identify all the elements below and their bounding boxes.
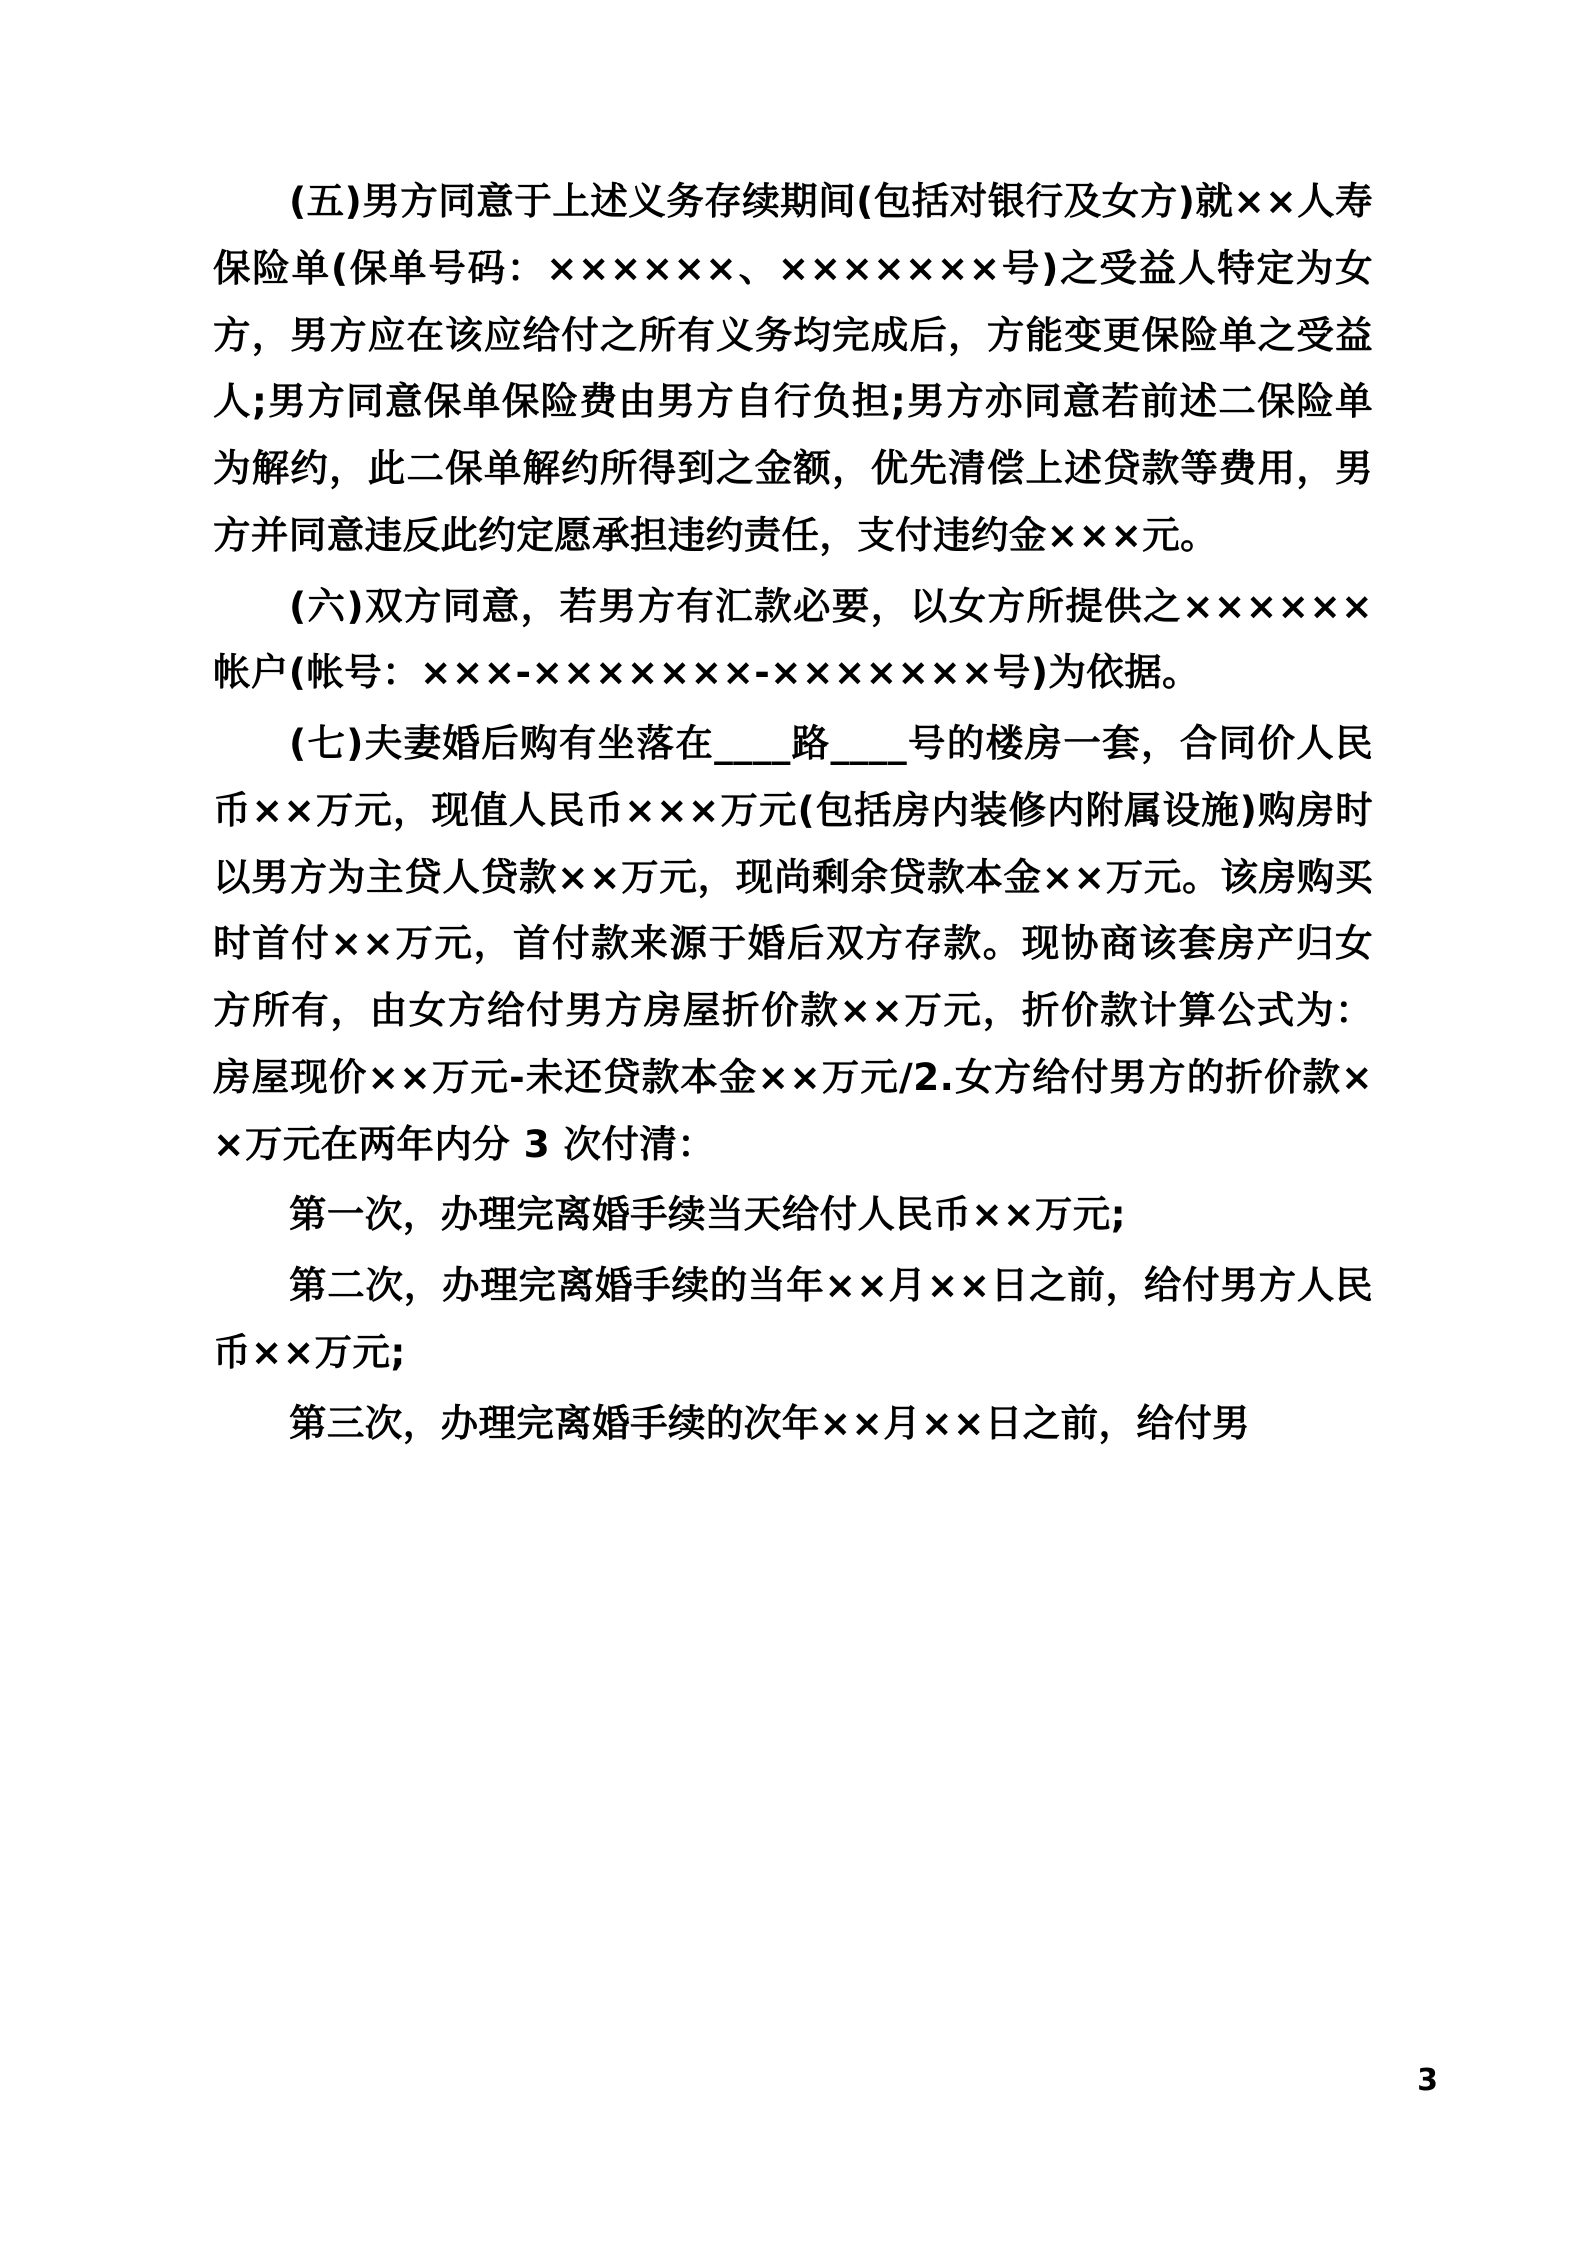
paragraph-7: (七)夫妻婚后购有坐落在____路____号的楼房一套，合同价人民币××万元，现值人民币×××万元(包括房内装修内附属设施)购房时以男方为主贷人贷款××万元，现尚剩余贷款本金××万元。该房购买时首付××万元，首付款来源于婚后双方存款。现协商该套房产归女方所有，由女方给付男方房屋折价款××万元，折价款计算公式为：房屋现价××万元-未还贷款本金××万元/2.女方给付男方的折价款××万元在两年内分 3 次付清： [213,721,1373,1166]
page-number: 3 [1417,2063,1438,2098]
paragraph-payment-first: 第一次，办理完离婚手续当天给付人民币××万元; [289,1192,1127,1237]
paragraph-5: (五)男方同意于上述义务存续期间(包括对银行及女方)就××人寿保险单(保单号码：××××××、×××××××号)之受益人特定为女方，男方应在该应给付之所有义务均完成后，方能变更保险单之受益人;男方同意保单保险费由男方自行负担;男方亦同意若前述二保险单为解约，此二保单解约所得到之金额，优先清偿上述贷款等费用，男方并同意违反此约定愿承担违约责任，支付违约金×××元。 [213,179,1373,557]
paragraph-payment-second: 第二次，办理完离婚手续的当年××月××日之前，给付男方人民币××万元; [213,1263,1373,1374]
paragraph-6: (六)双方同意，若男方有汇款必要，以女方所提供之××××××帐户(帐号：×××-×××××××-×××××××号)为依据。 [213,583,1373,695]
document-body [213,168,1373,1460]
paragraph-payment-third: 第三次，办理完离婚手续的次年××月××日之前，给付男 [289,1400,1251,1445]
